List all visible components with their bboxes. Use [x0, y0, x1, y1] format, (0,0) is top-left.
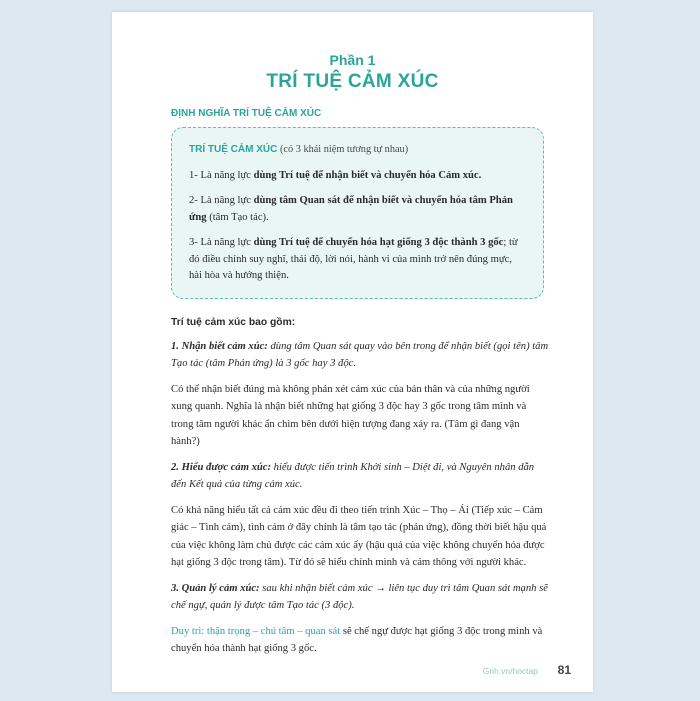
item-2-bold: dùng tâm Quan sát để nhận biết và chuyển hóa tâm Phản ứng — [189, 195, 513, 223]
chapter-title: TRÍ TUỆ CẢM XÚC — [266, 71, 439, 92]
section-2-italic: hiểu được tiến trình Khởi sinh – Diệt đi, và Nguyên nhân dẫn đến Kết quả của từng cảm xúc. — [171, 461, 535, 490]
definition-box-title — [189, 142, 527, 159]
part-label: Phần 1 — [329, 52, 376, 68]
definition-item-1 — [189, 168, 527, 185]
definition-item-2 — [189, 193, 527, 226]
section-3-teal-text: Duy trì: thận trọng – chú tâm – quan sát — [171, 625, 341, 637]
box-title: TRÍ TUỆ CẢM XÚC — [189, 144, 278, 155]
section-2-intro — [171, 459, 549, 494]
item-1-bold: dùng Trí tuệ để nhận biết và chuyển hóa Cảm xúc. — [253, 169, 482, 181]
section-3-body-text: sẽ chế ngự được hạt giống 3 độc trong mình và chuyển hóa thành hạt giống 3 gốc. — [171, 625, 543, 654]
footer-url: Gnh.vn/hoctap — [482, 666, 538, 676]
section-3-intro — [171, 580, 549, 615]
item-2-suffix: (tâm Tạo tác). — [206, 211, 269, 223]
section-1-body: Có thể nhận biết đúng mà không phán xét cảm xúc của bản thân và của những người xung quanh. Nghĩa là nhận biết những hạt giống 3 độc hay 3 gốc trong tâm mình và trong tâm người khác ẩn chìm bên dưới hiện tượng đang xảy ra. (Tâm gì đang vận hành?) — [171, 383, 530, 447]
item-3-prefix: 3- Là năng lực — [189, 237, 254, 248]
section-2-heading: 2. Hiểu được cảm xúc: — [171, 461, 272, 473]
body-text — [171, 314, 549, 666]
section-3-heading: 3. Quản lý cảm xúc: — [171, 582, 260, 594]
item-2-prefix: 2- Là năng lực — [189, 195, 254, 206]
item-3-suffix: ; từ đó điều chỉnh suy nghĩ, thái độ, lời nói, hành vi của mình trở nên đúng mực, hài hòa và hướng thiện. — [189, 237, 518, 281]
definition-item-3 — [189, 235, 527, 285]
section-1-italic: dùng tâm Quan sát quay vào bên trong để nhận biết (gọi tên) tâm Tạo tác (tâm Phản ứng) là 3 gốc hay 3 độc. — [171, 340, 549, 369]
definition-box — [171, 127, 544, 299]
section-3-body — [171, 623, 549, 658]
section-1-intro — [171, 338, 549, 373]
section-2-body: Có khả năng hiểu tất cả cảm xúc đều đi theo tiến trình Xúc – Thọ – Ái (Tiếp xúc – Cảm giác – Tình cảm), tình cảm ở đây chính là tâm tạo tác (phản ứng), đồng thời biết hậu quả của việc không làm chủ được các cảm xúc ấy (hậu quả của việc không chuyển hóa được hạt giống 3 độc trong tâm). Từ đó sẽ hiểu chính mình và cảm thông với người khác. — [171, 504, 547, 568]
lead-paragraph: Trí tuệ cảm xúc bao gồm: — [171, 317, 296, 328]
section-1-heading: 1. Nhận biết cảm xúc: — [171, 340, 268, 352]
item-3-bold: dùng Trí tuệ để chuyển hóa hạt giống 3 độc thành 3 gốc — [253, 237, 504, 248]
box-subtitle: (có 3 khái niệm tương tự nhau) — [280, 144, 409, 155]
section-heading: ĐỊNH NGHĨA TRÍ TUỆ CẢM XÚC — [171, 108, 322, 119]
item-1-prefix: 1- Là năng lực — [189, 169, 254, 181]
book-page — [112, 12, 593, 692]
page-number: 81 — [557, 663, 571, 677]
section-3-italic: sau khi nhận biết cảm xúc → liên tục duy trì tâm Quan sát mạnh sẽ chế ngự, quản lý được tâm Tạo tác (3 độc). — [171, 582, 548, 611]
